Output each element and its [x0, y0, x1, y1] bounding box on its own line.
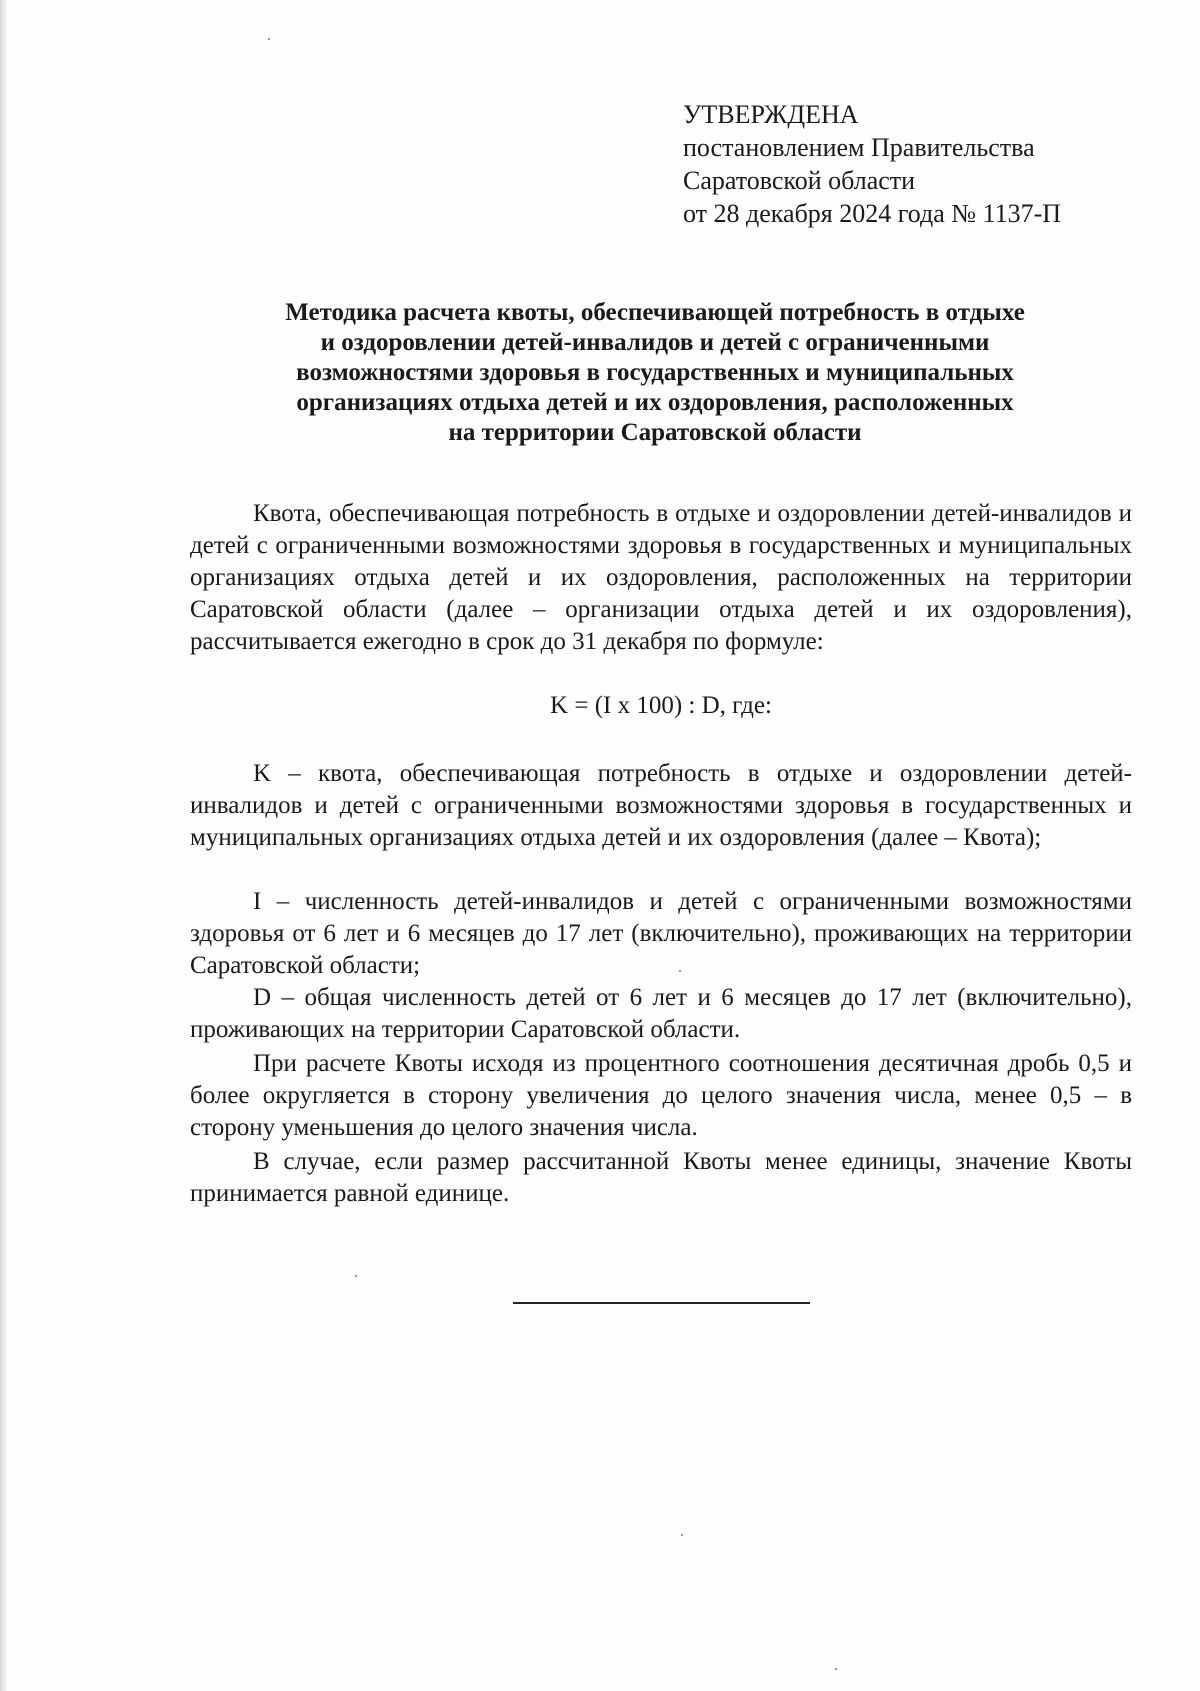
approval-authority: постановлением Правительства: [683, 133, 1035, 162]
document-title: [190, 298, 1120, 448]
approval-date-number: от 28 декабря 2024 года № 1137-П: [683, 199, 1062, 228]
title-line: возможностями здоровья в государственных и муниципальных: [296, 359, 1014, 386]
title-line: Методика расчета квоты, обеспечивающей потребность в отдыхе: [285, 299, 1025, 326]
approval-stamp-block: [683, 98, 1143, 230]
scan-speck: [681, 1534, 683, 1536]
rounding-rule-paragraph: При расчете Квоты исходя из процентного соотношения десятичная дробь 0,5 и более округляется в сторону увеличения до целого значения числа, менее 0,5 – в сторону уменьшения до целого значения числа.: [190, 1050, 1132, 1141]
title-line: на территории Саратовской области: [448, 419, 862, 446]
minimum-quota-paragraph: В случае, если размер рассчитанной Квоты менее единицы, значение Квоты принимается равной единице.: [190, 1148, 1132, 1207]
scan-speck: [679, 970, 681, 972]
scan-speck: [355, 1275, 357, 1277]
intro-paragraph: Квота, обеспечивающая потребность в отдыхе и оздоровлении детей-инвалидов и детей с ограниченными возможностями здоровья в государственных и муниципальных организациях отдыха детей и их оздоровления, расположенных на территории Саратовской области (далее – организации отдыха детей и их оздоровления), рассчитывается ежегодно в срок до 31 декабря по формуле:: [190, 500, 1132, 655]
scan-edge-shadow: [0, 0, 6, 1691]
scan-speck: [268, 38, 270, 40]
title-line: организациях отдыха детей и их оздоровления, расположенных: [296, 389, 1014, 416]
quota-formula: K = (I x 100) : D, где:: [550, 692, 772, 719]
scan-speck: [835, 1668, 837, 1670]
definition-k: K – квота, обеспечивающая потребность в отдыхе и оздоровлении детей-инвалидов и детей с ограниченными возможностями здоровья в государственных и муниципальных организациях отдыха детей и их оздоровления (далее – Квота);: [190, 760, 1132, 851]
approval-region: Саратовской области: [683, 166, 916, 195]
approval-heading: УТВЕРЖДЕНА: [683, 100, 859, 129]
title-line: и оздоровлении детей-инвалидов и детей с ограниченными: [320, 329, 990, 356]
definition-d: D – общая численность детей от 6 лет и 6 месяцев до 17 лет (включительно), проживающих на территории Саратовской области.: [190, 984, 1132, 1043]
end-of-document-line: [513, 1302, 810, 1304]
definition-i: I – численность детей-инвалидов и детей с ограниченными возможностями здоровья от 6 лет и 6 месяцев до 17 лет (включительно), проживающих на территории Саратовской области;: [190, 888, 1132, 979]
